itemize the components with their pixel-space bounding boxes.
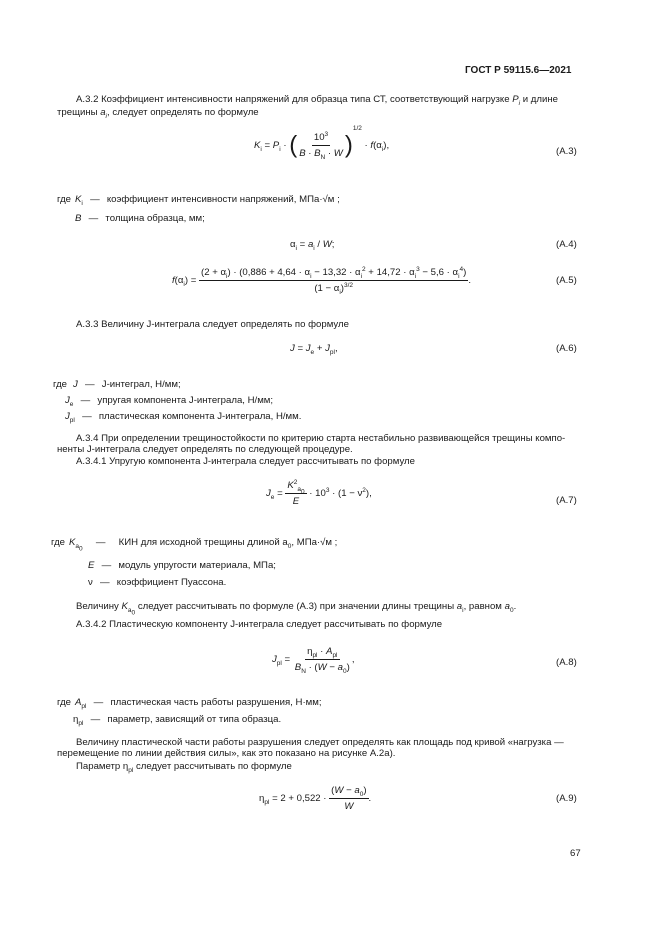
definition-kao: где $K_{a_0}—$ КИН для исходной трещины длиной $a_0$, МПа·√м ; [51,537,338,553]
definition-e: E — модуль упругости материала, МПа; [88,560,276,571]
paragraph-a33: А.3.3 Величину J-интеграла следует определять по формуле [76,319,349,330]
formula-a4: $\alpha_i = a_i / W$; [290,239,335,252]
paragraph-a32-line1: А.3.2 Коэффициент интенсивности напряжений для образца типа СТ, соответствующий нагрузке $P_i$ и длине [76,94,558,107]
equation-number-a4: (А.4) [556,239,577,250]
formula-a5: $f(\alpha_i)$ = $(2 + \alpha_i) \cdot (0,886 + 4,64 \cdot \alpha_i - 13,32 \cdot \alpha_i^2 + 14,72 \cdot \alpha_i^3 - 5,6 \cdot \alpha_i^4)$ $(1 - \alpha_i)^{3/2}$ . [172,265,472,296]
formula-a7: $J_e$ = $\frac{K^2_{a_0}}{E}$ · $10^3 \cdot (1 - \nu^2)$, [266,478,372,508]
standard-header: ГОСТ Р 59115.6—2021 [465,65,572,76]
definition-b: B — толщина образца, мм; [75,213,205,224]
definition-je: $J_e$ — упругая компонента J-интеграла, Н/мм; [65,395,274,408]
definition-eta: $\eta_{pl}$ — параметр, зависящий от типа образца. [73,714,282,727]
formula-a8: $J_{pl}$ = $\frac{\eta_{pl} \cdot A_{pl}}{B_N \cdot (W - a_0)}$ , [272,646,355,675]
paragraph-apl-line1: Величину пластической части работы разрушения следует определять как площадь под кривой «нагрузка — [76,737,564,748]
page-number: 67 [570,848,581,859]
equation-number-a5: (А.5) [556,275,577,286]
equation-number-a7: (А.7) [556,495,577,506]
definition-jpl: $J_{pl}$ — пластическая компонента J-интеграла, Н/мм. [65,411,302,424]
equation-number-a9: (А.9) [556,793,577,804]
formula-a9: $\eta_{pl} = 2 + 0,522$ · $\frac{(W - a_0)}{W}$ . [259,785,372,812]
paragraph-a341: А.3.4.1 Упругую компонента J-интеграла следует рассчитывать по формуле [76,456,415,467]
paragraph-a34-line1: А.3.4 При определении трещиностойкости по критерию старта нестабильно развивающейся трещины компо- [76,433,566,444]
paragraph-kao: Величину $K_{a_0}$ следует рассчитывать по формуле (А.3) при значении длины трещины $a_i$, равном $a_0$. [76,601,517,617]
equation-number-a3: (А.3) [556,146,577,157]
definition-ki: где $K_i$ — коэффициент интенсивности напряжений, МПа·√м ; [57,194,340,207]
paragraph-a342: А.3.4.2 Пластическую компоненту J-интеграла следует рассчитывать по формуле [76,619,443,630]
paragraph-a34-line2: ненты J-интеграла следует определять по следующей процедуре. [57,444,353,455]
paragraph-a32-line2: трещины $a_i$, следует определять по формуле [57,107,259,120]
equation-number-a8: (А.8) [556,657,577,668]
definition-apl: где $A_{pl}$ — пластическая часть работы разрушения, Н·мм; [57,697,322,710]
paragraph-eta: Параметр $\eta_{pl}$ следует рассчитывать по формуле [76,761,292,774]
equation-number-a6: (А.6) [556,343,577,354]
definition-j: где J — J-интеграл, Н/мм; [53,379,181,390]
definition-nu: ν — коэффициент Пуассона. [88,577,227,588]
formula-a3: $K_i = P_i$ · ( $\frac{10^3}{B \cdot B_N \cdot W}$ )$^{1/2} \cdot f(\alpha_i)$, [254,124,390,161]
paragraph-apl-line2: перемещение по линии действия силы», как это показано на рисунке А.2а). [57,748,396,759]
formula-a6: $J = J_e + J_{pl}$, [290,343,338,356]
